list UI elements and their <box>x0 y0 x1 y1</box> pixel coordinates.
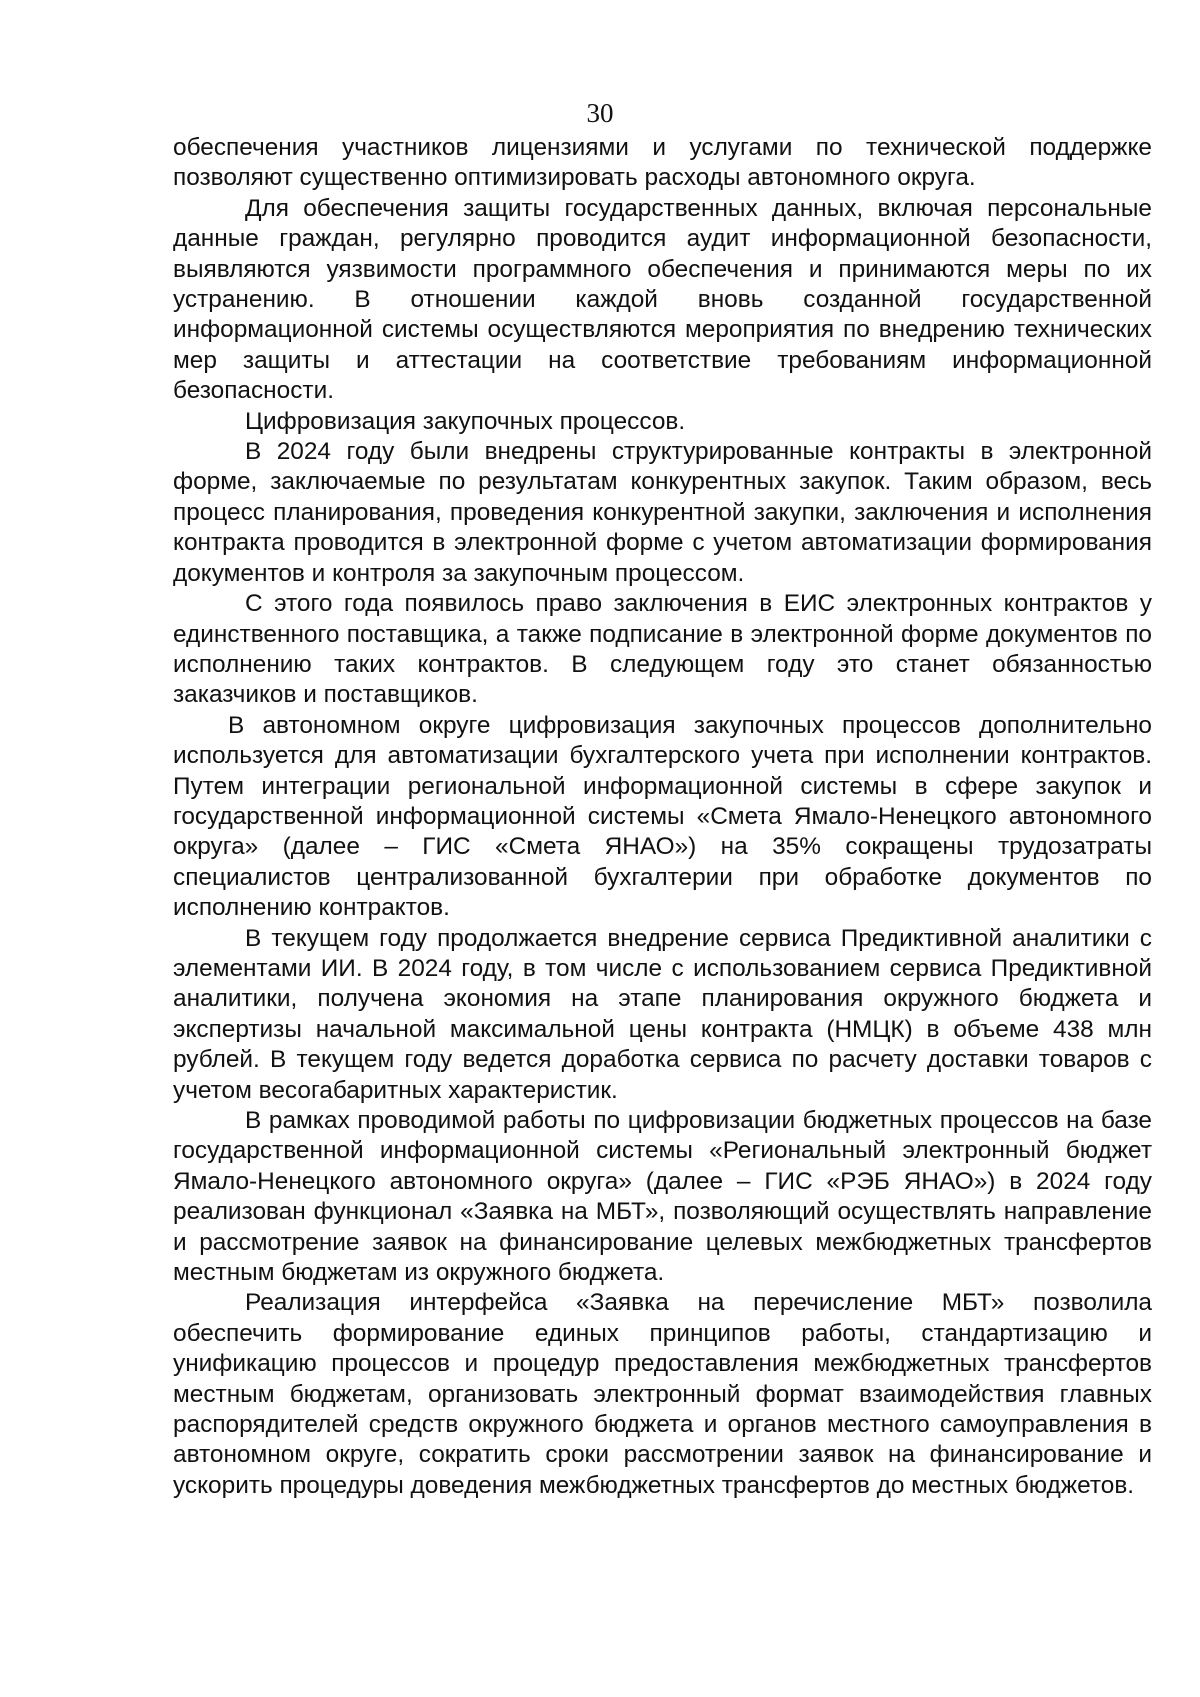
paragraph-section-heading: Цифровизация закупочных процессов. <box>245 407 686 435</box>
paragraph-data-protection: Для обеспечения защиты государственных данных, включая персональные данные граждан, регулярно проводится аудит информационной безопасности, выявляются уязвимости программного обеспечения и принимаются меры по их устранению. В отношении каждой вновь созданной государственной информационной системы осуществляются мероприятия по внедрению технических мер защиты и аттестации на соответствие требованиям информационной безопасности. <box>173 194 1152 405</box>
paragraph-eis-contracts: С этого года появилось право заключения в ЕИС электронных контрактов у единственного поставщика, а также подписание в электронной форме документов по исполнению таких контрактов. В следующем году это станет обязанностью заказчиков и поставщиков. <box>173 590 1152 709</box>
paragraph-structured-contracts: В 2024 году были внедрены структурированные контракты в электронной форме, заключаемые по результатам конкурентных закупок. Таким образом, весь процесс планирования, проведения конкурентной закупки, заключения и исполнения контракта проводится в электронной форме с учетом автоматизации формирования документов и контроля за закупочным процессом. <box>173 438 1152 587</box>
paragraph-budget-digitalization: В рамках проводимой работы по цифровизации бюджетных процессов на базе государственной информационной системы «Региональный электронный бюджет Ямало-Ненецкого автономного округа» (далее – ГИС «РЭБ ЯНАО») в 2024 году реализован функционал «Заявка на МБТ», позволяющий осуществлять направление и рассмотрение заявок на финансирование целевых межбюджетных трансфертов местным бюджетам из окружного бюджета. <box>173 1107 1152 1287</box>
paragraph-continuation: обеспечения участников лицензиями и услугами по технической поддержке позволяют существенно оптимизировать расходы автономного округа. <box>173 134 1152 192</box>
paragraph-accounting-automation: В автономном округе цифровизация закупочных процессов дополнительно используется для автоматизации бухгалтерского учета при исполнении контрактов. Путем интеграции региональной информационной системы в сфере закупок и государственной информационной системы «Смета Ямало-Ненецкого автономного округа» (далее – ГИС «Смета ЯНАО») на 35% сокращены трудозатраты специалистов централизованной бухгалтерии при обработке документов по исполнению контрактов. <box>173 711 1152 922</box>
page-number: 30 <box>586 98 614 128</box>
paragraph-predictive-analytics: В текущем году продолжается внедрение сервиса Предиктивной аналитики с элементами ИИ. В 2024 году, в том числе с использованием сервиса Предиктивной аналитики, получена экономия на этапе планирования окружного бюджета и экспертизы начальной максимальной цены контракта (НМЦК) в объеме 438 млн рублей. В текущем году ведется доработка сервиса по расчету доставки товаров с учетом весогабаритных характеристик. <box>173 924 1152 1104</box>
body-text <box>173 133 1152 1501</box>
paragraph-mbt-interface: Реализация интерфейса «Заявка на перечисление МБТ» позволила обеспечить формирование единых принципов работы, стандартизацию и унификацию процессов и процедур предоставления межбюджетных трансфертов местным бюджетам, организовать электронный формат взаимодействия главных распорядителей средств окружного бюджета и органов местного самоуправления в автономном округе, сократить сроки рассмотрении заявок на финансирование и ускорить процедуры доведения межбюджетных трансфертов до местных бюджетов. <box>173 1289 1152 1499</box>
